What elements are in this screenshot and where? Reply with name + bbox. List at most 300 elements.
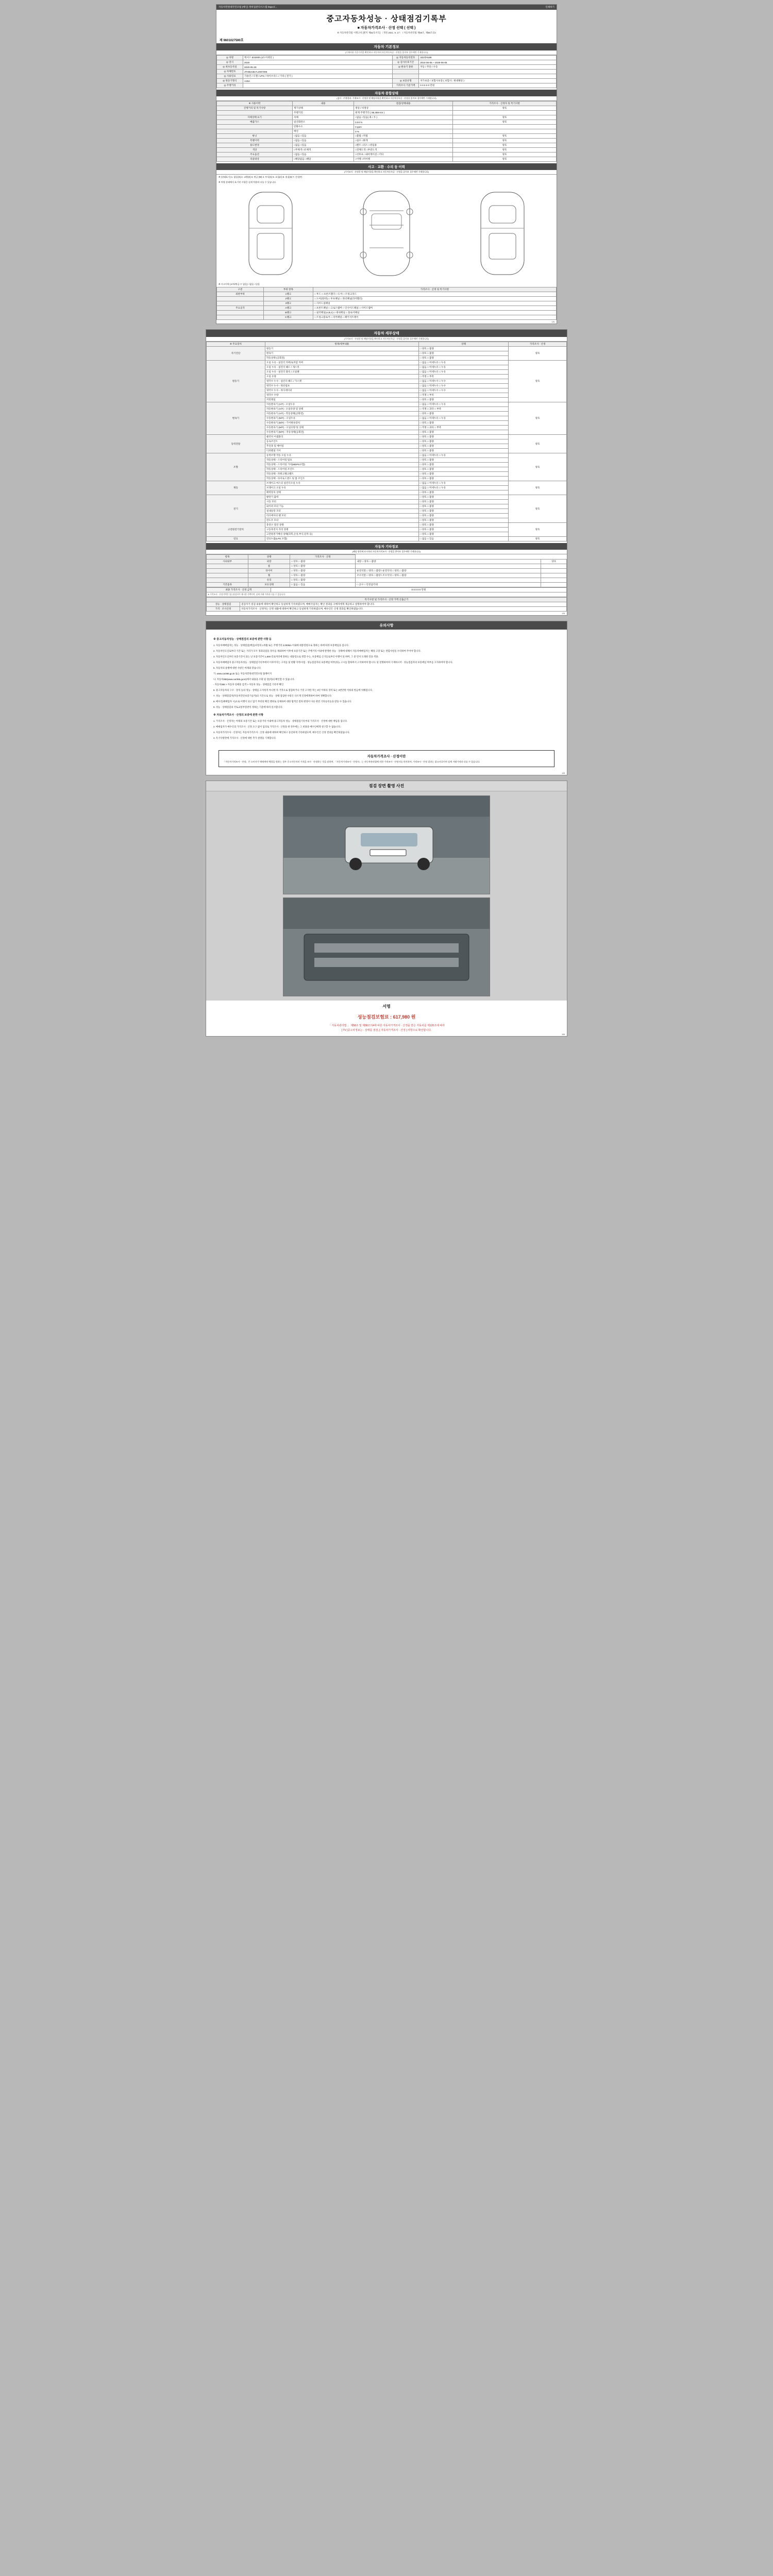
detail-state-5-2: □ 양호 □ 불량 (418, 490, 508, 495)
photo-1-graphic (283, 796, 490, 894)
price-value: 0 0 0 0 0 만원 (271, 588, 567, 592)
basic-label-2: ◎ 최초등록일 (217, 65, 243, 70)
table-row (207, 453, 567, 458)
section-overall-note: (검사 · 주행결과, 기재조사 · 산정한 및 해당사항을 확인하고 자동차등록증 · 산정을 읽어보 경우에만 기재합니다) (216, 96, 557, 101)
notice-item-0-10: 8. 매수인(매매업자 시)으로 이행이 되고 않거 부터의 확인 행위로 실제하여 대한 법적인 절차 변경이 다른 관련 기타등록등을 받을 수 있습니다. (213, 700, 352, 703)
parts-col-0: 구분 (217, 287, 264, 292)
signature-label: 서명 (382, 1004, 391, 1009)
detail-group-7: 고전원전기장치 (207, 523, 265, 537)
overall-c2-11: □해당없음 □해당 (293, 157, 354, 162)
overall-c1-7: 특별이력 (217, 139, 293, 143)
etc-extra-0: 내장 □ 양호 □ 불량 (356, 560, 541, 564)
detail-state-1-6: □ 없음 □ 미세누수 □ 누수 (418, 388, 508, 393)
etc-item-3: 휠 (248, 573, 290, 578)
detail-item-4-1: 작동상태 - 스티어링 펌프 (265, 458, 418, 463)
overall-c1-2: 자체상태 표기 (217, 115, 293, 120)
detail-state-2-5: □ 적정 □ 과다 □ 부족 (418, 426, 508, 430)
etc-group-3 (207, 573, 248, 578)
etc-col-0: 항목 (207, 555, 248, 560)
notice-body (206, 630, 567, 746)
overall-c3-9: □전체도색 □부분도색 (354, 148, 453, 152)
table-row (217, 134, 557, 139)
detail-item-2-1: 자동변속기 (A/T) - 오일유량 및 상태 (265, 407, 418, 412)
detail-item-1-5: 냉각수 누수 - 워터펌프 (265, 384, 418, 388)
table-row (217, 125, 557, 129)
overall-c2-6: □없음 □있음 (293, 134, 354, 139)
document-header (216, 10, 557, 37)
price-note: ※ 가격조사 · 산정기액은 성능점검자가 제시한 가액이며, 실제 거래 가격과 다를 수 있습니다. (207, 592, 567, 597)
etc-extra-4 (356, 578, 541, 583)
detail-group-5: 제동 (207, 481, 265, 495)
detail-item-5-2: 배력장치 상태 (265, 490, 418, 495)
basic-value2-0: 332류9186 (419, 56, 557, 60)
detail-state-3-2: □ 양호 □ 불량 (418, 444, 508, 449)
overall-c3-3: 0.04 % (354, 120, 453, 125)
overall-c4-1 (453, 111, 557, 115)
page-subtitle: ■ 자동차가격조사 · 산정 선택 ( 선택 ) (357, 26, 416, 30)
basic-value2-3 (419, 70, 557, 74)
notice-item-0-3: 4. 자동차매매업자 중고자동차성능 · 상태점검기록부에서 이루어지는 고지를 및 현황 지역/사업 · 성능점검자의 보증책임 여부(성능 고시를 합하여서 고지하여야 합니다. 및 설명하여야 기재하시어 · 성능점검자의 보증책임 여부를 고지하여야 합니다. (213, 660, 453, 664)
overall-c4-4 (453, 125, 557, 129)
detail-item-2-2: 자동변속기 (A/T) - 작동상태(공회전) (265, 412, 418, 416)
table-row (217, 315, 557, 320)
basic-value-2: 2020-05-26 (243, 65, 393, 70)
detail-state-0-2: □ 양호 □ 불량 (418, 356, 508, 361)
detail-state-2-1: □ 적정 □ 과다 □ 부족 (418, 407, 508, 412)
basic-label2-6: 가격조사 기준가액 (393, 83, 419, 88)
etc-group-1 (207, 564, 248, 569)
inspection-photo-2 (283, 897, 490, 996)
overall-c3-7: □침수 □화재 (354, 139, 453, 143)
overall-c4-10: 양호 (453, 152, 557, 157)
sheet2-footer: 2/5 (562, 612, 565, 615)
ins-row-0-value: 점검자가 점검 내용에 대하여 확인하고 동일하게 기록하였으며, 매매사업자는 확인 결과를 구매자에게 제공하고 설명하여야 합니다. (240, 602, 567, 607)
section-detail-title: 자동차 세부상태 (206, 330, 567, 337)
detail-item-3-2: 추진축 및 베어링 (265, 444, 418, 449)
detail-item-1-2: 오일 누유 - 실린더 블록 / 오일팬 (265, 370, 418, 375)
detail-state-5-0: □ 없음 □ 미세누유 □ 누유 (418, 481, 508, 486)
table-row (207, 537, 567, 541)
overall-c4-3: 양호 (453, 120, 557, 125)
table-row (217, 70, 557, 74)
etc-state-0: □ 양호 □ 불량 (290, 560, 356, 564)
detail-state-7-0: □ 양호 □ 불량 (418, 523, 508, 528)
detail-group-2: 변속기 (207, 402, 265, 435)
notice-item-0-1: 2. 자동차인도일로부터 기간 또는 거리가 모두 경과되었을 경우를 제외하여 이후에 보증기간 또는 주행거리 이내에 발생한 성능 · 상태에 대해서 자동차매매업자는 해당 고장 또는 결함사항을 수리하여 주어야 합니다. (213, 649, 421, 652)
ins-row-1-value: 자동차가격조사 · 산정자는 산정 내용에 대하여 확인하고 동일하게 기록하였으며, 매수인은 산정 결과를 확인하였습니다. (240, 607, 567, 612)
overall-c1-5 (217, 129, 293, 134)
detail-state-1-2: □ 없음 □ 미세누유 □ 누유 (418, 370, 508, 375)
table-row (207, 481, 567, 486)
detail-item-1-0: 오일 누유 - 실린더 커버/로커암 커버 (265, 361, 418, 365)
detail-item-3-1: 등속조인트 (265, 439, 418, 444)
overall-c3-0: 정상 / 비정상 (354, 106, 453, 111)
print-link[interactable]: 인쇄하기 (545, 6, 554, 8)
detail-item-1-8: 커먼레일 (265, 398, 418, 402)
window-title-left: 자동차민원대국민포털 (메인) 정비업관리시스템 https://... (219, 6, 277, 8)
etc-item-2: 타이어 (248, 569, 290, 573)
basic-label2-5: ◎ 보증유형 (393, 79, 419, 83)
table-row (207, 402, 567, 407)
detail-item-1-4: 냉각수 누수 - 실린더 헤드 / 가스켓 (265, 379, 418, 384)
detail-item-2-5: 수동변속기 (M/T) - 오일유량 및 상태 (265, 426, 418, 430)
notice-item-0-8: 6. 중고자동차의 구조 · 장치 등의 성능 · 상태를 고지하지 아니한 자 거짓으로 점검하거나 거짓 고지한 자는 3년 이하의 징역 또는 3천만원 이하의 벌금에 처해집니다. (213, 689, 373, 692)
sheet3-footer: 4/5 (562, 771, 565, 774)
basic-value-3: JTHB21B1*L2007306 (243, 70, 393, 74)
sheet-2 (206, 329, 567, 616)
basic-info-table (216, 55, 557, 88)
detail-state-4-5: □ 양호 □ 불량 (418, 477, 508, 481)
overall-col-3: 가격조사 · 산정자 및 특기사항 (453, 101, 557, 106)
detail-note-0: 양호 (509, 347, 567, 361)
etc-extra-3: 조수석앞 □ 양호 □ 불량 / 조수석뒤 □ 양호 □ 불량 (356, 573, 541, 578)
detail-state-2-4: □ 양호 □ 불량 (418, 421, 508, 426)
section-accident-title: 사고 · 교환 · 수리 등 이력 (216, 163, 557, 170)
table-row (217, 56, 557, 60)
detail-state-2-6: □ 양호 □ 불량 (418, 430, 508, 435)
detail-item-2-4: 수동변속기 (M/T) - 기어변속장치 (265, 421, 418, 426)
overall-c4-2: 양호 (453, 115, 557, 120)
basic-value2-5: 자가보증 / 보험사보증 ( 보험사 : 현대해상 ) (419, 79, 557, 83)
table-row (217, 311, 557, 315)
overall-c4-5 (453, 129, 557, 134)
detail-item-0-2: 작동상태 (공회전) (265, 356, 418, 361)
detail-state-1-5: □ 없음 □ 미세누수 □ 누수 (418, 384, 508, 388)
overall-c2-4: 탄화수소 (293, 125, 354, 129)
table-row (207, 523, 567, 528)
table-row (217, 60, 557, 65)
etc-note-3 (541, 573, 567, 578)
detail-note-4: 양호 (509, 453, 567, 481)
overall-c2-1: 주행거리 (293, 111, 354, 115)
parts-items-4: □ 필러패널(A,B,C) □ 대쉬패널 □ 플로어패널 (313, 311, 556, 315)
basic-label-4: ◎ 사용연료 (217, 74, 243, 79)
detail-state-3-1: □ 양호 □ 불량 (418, 439, 508, 444)
detail-state-1-7: □ 적정 □ 부족 (418, 393, 508, 398)
detail-note-8: 양호 (509, 537, 567, 541)
notice-item-1-2: 3. 자동차가격조사 · 산정자는 자동차가격조사 · 산정 내용에 대하여 확인하고 동일하게 기록하였으며, 매수인은 산정 결과를 확인하였습니다. (213, 731, 350, 734)
car-top-view-icon (348, 187, 425, 280)
detail-item-4-4: 작동상태 - 파워크랭크벨트 (265, 472, 418, 477)
photo-area (206, 791, 567, 1001)
etc-group-2 (207, 569, 248, 573)
overall-c1-0: 진행거리 및 특기사항 (217, 106, 293, 111)
detail-item-6-1: 시동 모터 (265, 500, 418, 504)
detail-state-3-3: □ 양호 □ 불량 (418, 449, 508, 453)
detail-state-5-1: □ 없음 □ 미세누유 □ 누유 (418, 486, 508, 490)
table-row (217, 143, 557, 148)
overall-c1-6: 튜닝 (217, 134, 293, 139)
parts-items-0: □ 후드 □ 프론트휀더 □ 도어 □ 트렁크리드 (313, 292, 556, 297)
etc-group-4 (207, 578, 248, 583)
detail-state-6-1: □ 양호 □ 불량 (418, 500, 508, 504)
detail-note-5: 양호 (509, 481, 567, 495)
overall-col-1: 내용 (293, 101, 354, 106)
section-detail-note: (가격조사 · 산정한 및 해당사항을 확인하고 자동차등록증 · 산정을 읽어보 경우에만 기재합니다) (206, 337, 567, 342)
notice-item-0-4: 5. 자동차의 운행에 대한 사항은 아래와 같습니다. (213, 666, 261, 669)
table-row (207, 347, 567, 351)
basic-label2-4 (393, 74, 419, 79)
inspection-fee: 성능점검보험료 : 617,980 원 (357, 1014, 416, 1020)
document-page (0, 4, 773, 1037)
etc-extra-5: □ 공구 □ 안전삼각대 (356, 583, 541, 587)
table-row (217, 120, 557, 125)
detail-state-1-3: □ 적정 □ 부족 (418, 375, 508, 379)
overall-col-2: 점검/상태내용 (354, 101, 453, 106)
overall-c3-8: □렌트 □리스 □영업용 (354, 143, 453, 148)
detail-state-6-3: □ 양호 □ 불량 (418, 509, 508, 514)
detail-item-1-3: 오일 유량 (265, 375, 418, 379)
overall-c2-2: 차체 (293, 115, 354, 120)
detail-state-1-0: □ 없음 □ 미세누유 □ 누유 (418, 361, 508, 365)
detail-note-1: 양호 (509, 361, 567, 402)
table-row (217, 111, 557, 115)
table-row (207, 361, 567, 365)
ins-row-1-key: 가격 · 조사산정 (207, 607, 240, 612)
parts-col-1: 부위 항목 (263, 287, 313, 292)
detail-state-7-2: □ 양호 □ 불량 (418, 532, 508, 537)
table-row (207, 560, 567, 564)
etc-group-5: 기본품목 (207, 583, 248, 587)
detail-item-6-2: 와이퍼 모터 기능 (265, 504, 418, 509)
detail-col-0: ※ 주요장치 (207, 342, 265, 347)
detail-state-0-0: □ 양호 □ 불량 (418, 347, 508, 351)
detail-item-6-3: 실내송풍 모터 (265, 509, 418, 514)
table-row (217, 292, 557, 297)
overall-c3-11: □이행 □미이행 (354, 157, 453, 162)
detail-item-1-7: 냉각수 수량 (265, 393, 418, 398)
overall-c1-11: 리콜대상 (217, 157, 293, 162)
overall-c4-6: 양호 (453, 134, 557, 139)
basic-value2-4 (419, 74, 557, 79)
etc-note-4 (541, 578, 567, 583)
parts-items-2: □ 사이드실패널 (313, 301, 556, 306)
detail-state-1-4: □ 없음 □ 미세누수 □ 누수 (418, 379, 508, 384)
overall-c2-3: 일산화탄소 (293, 120, 354, 125)
detail-item-2-6: 수동변속기 (M/T) - 작동상태(공회전) (265, 430, 418, 435)
detail-item-0-1: 변속기 (265, 351, 418, 356)
table-row (217, 79, 557, 83)
detail-item-5-1: 브레이크 오일 누유 (265, 486, 418, 490)
etc-table (206, 554, 567, 587)
parts-rank-4: B랭크 (263, 311, 313, 315)
parts-col-2: 가격조사 · 산정 및 특기사항 (313, 287, 556, 292)
etc-note-2 (541, 569, 567, 573)
photo-2-graphic (283, 898, 490, 996)
accident-parts-table (216, 287, 557, 320)
detail-state-4-0: □ 없음 □ 미세누유 □ 누유 (418, 453, 508, 458)
detail-state-6-2: □ 양호 □ 불량 (418, 504, 508, 509)
section-overall-title: 자동차 종합상태 (216, 90, 557, 96)
detail-item-5-0: 브레이크 마스터 실린더오일 누유 (265, 481, 418, 486)
notice-section-title-1: ※ 자동차가격조사 · 산정의 보증에 관한 사항 (213, 714, 263, 717)
notice-item-0-0: 1. 자동차매매업자는 성능 · 상태점검(책임)사항과 1개월 또는 주행거리 2,000km 이내에 대통령령으로 정하는 바에 따라 보증책임을 집니다. (213, 644, 349, 647)
detail-note-2: 양호 (509, 402, 567, 435)
basic-value-4: 가솔린 / 디젤 / LPG / 하이브리드 / 기타 ( 전기 ) (243, 74, 393, 79)
etc-note-5 (541, 583, 567, 587)
basic-label2-2: ◎ 변속기 종류 (393, 65, 419, 70)
detail-item-4-0: 동력조향 작동 오일 누유 (265, 453, 418, 458)
parts-group-1 (217, 297, 264, 301)
price-label: 최종 가격조사 · 산정 금액 (207, 588, 271, 592)
basic-value-0: 렉서스 ES300h (4도어세단 ) (243, 56, 393, 60)
detail-state-4-1: □ 양호 □ 불량 (418, 458, 508, 463)
detail-item-0-0: 원동기 (265, 347, 418, 351)
detail-group-4: 조향 (207, 453, 265, 481)
special-notes-table (206, 597, 567, 612)
basic-value-5: A25A (243, 79, 393, 83)
overall-c4-11: 양호 (453, 157, 557, 162)
detail-item-3-0: 클러치 어셈블리 (265, 435, 418, 439)
parts-rank-5: C랭크 (263, 315, 313, 320)
basic-label2-0: ◎ 자동차등록번호 (393, 56, 419, 60)
overall-c3-1: 현재 주행거리 ( 88,489 Km ) (354, 111, 453, 115)
parts-items-1: □ 도어(앞/뒤) □ 루프패널 □ 쿼터패널(리어휀더) (313, 297, 556, 301)
etc-item-4: 유리 (248, 578, 290, 583)
detail-state-2-2: □ 양호 □ 불량 (418, 412, 508, 416)
parts-items-3: □ 프론트패널 □ 크로스멤버 □ 인사이드패널 □ 사이드멤버 (313, 306, 556, 311)
etc-note-0: 양호 (541, 560, 567, 564)
table-row (217, 157, 557, 162)
overall-c4-7: 양호 (453, 139, 557, 143)
car-side-right-icon (472, 187, 533, 280)
car-diagram (216, 185, 557, 282)
detail-note-3: 양호 (509, 435, 567, 453)
parts-group-4 (217, 311, 264, 315)
definition-box-title: 자동차가격조사 · 산정이란 (367, 754, 406, 758)
basic-value2-1: 2024-06-05 ~ 2026-06-05 (419, 60, 557, 65)
overall-c4-8: 양호 (453, 143, 557, 148)
detail-note-6: 양호 (509, 495, 567, 523)
etc-state-5: □ 없음 □ 있음 (290, 583, 356, 587)
detail-group-3: 동력전달 (207, 435, 265, 453)
notice-item-0-6: 나. 자동차365(www.car365.go.kr)에서 내용을 조회 및 장(차)의 확인할 수 있습니다. (213, 677, 295, 681)
page-title: 중고자동차성능 · 상태점검기록부 (326, 14, 447, 23)
parts-rank-2: 3랭크 (263, 301, 313, 306)
overall-c2-9: □무채색 □유채색 (293, 148, 354, 152)
overall-c1-9: 색상 (217, 148, 293, 152)
etc-state-3: □ 양호 □ 불량 (290, 573, 356, 578)
detail-item-7-2: 고전원전기배선 상태(피복,손상,부식,단자 등) (265, 532, 418, 537)
detail-item-7-0: 충전구 절연 상태 (265, 523, 418, 528)
table-row (217, 301, 557, 306)
basic-label-0: ◎ 차명 (217, 56, 243, 60)
inspection-photo-1 (283, 795, 490, 894)
table-row (207, 569, 567, 573)
car-side-left-icon (240, 187, 301, 280)
overall-table (216, 101, 557, 162)
detail-state-7-1: □ 양호 □ 불량 (418, 528, 508, 532)
notice-section-title-0: ※ 중고자동차성능 · 상태점검의 보증에 관한 사항 등 (213, 638, 272, 641)
basic-value2-2: 자동 / 무단 / 수동 (419, 65, 557, 70)
special-notes-header: 특기사항 및 가격조사 · 산정 가액 산출근거 (207, 598, 567, 602)
detail-item-1-6: 냉각수 누수 - 라디에이터 (265, 388, 418, 393)
overall-c2-10: □없음 □있음 (293, 152, 354, 157)
parts-rank-1: 2랭크 (263, 297, 313, 301)
detail-item-6-4: 라디에이터 팬 모터 (265, 514, 418, 518)
detail-state-1-8: □ 양호 □ 불량 (418, 398, 508, 402)
detail-state-4-4: □ 양호 □ 불량 (418, 472, 508, 477)
overall-c2-7: □없음 □있음 (293, 139, 354, 143)
etc-group-0: 사외내부 (207, 560, 248, 564)
table-row (217, 152, 557, 157)
footer-note-1: 「 자동차관리법 」 제58조 및 제58조의4에 따른 자동차가격조사 · 산정을 받은 자동차를 제120조에 따라 (328, 1024, 445, 1027)
sheet-3 (206, 621, 567, 775)
etc-state-1: □ 양호 □ 불량 (290, 564, 356, 569)
table-row (217, 148, 557, 152)
section-basic-title: 자동차 기본정보 (216, 43, 557, 50)
table-row (217, 139, 557, 143)
detail-group-0: 자기진단 (207, 347, 265, 361)
overall-c1-8: 용도변경 (217, 143, 293, 148)
notice-item-1-1: 2. 매매업자가 매수인의 가격조사 · 산정 요구 없이 임의로 가격조사 · 산정을 한 경우에는 그 비용을 매수인에게 청구할 수 없습니다. (213, 725, 341, 728)
etc-state-4: □ 양호 □ 불량 (290, 578, 356, 583)
photo-section-title: 점검 장면 촬영 사진 (206, 781, 567, 791)
detail-col-3: 가격조사 · 산정 (509, 342, 567, 347)
detail-item-4-3: 작동상태 - 스티어링 조인트 (265, 467, 418, 472)
definition-box-body: 「자동차가격조사 · 산정」은 소비자가 매매계약 체결을 원하는 경우 중고자동차의 가격을 조사 · 산정하는 것을 말하며, 「자동차가격조사 · 산정자」는 자동차관리법에 의한 가격조사 · 산정자를 의미하며, 가격조사 · 산정 결과는 참고자료이며 실제 거래가격과 다를 수 있습니다. (223, 760, 480, 763)
detail-col-1: 항목/세부내용 (265, 342, 418, 347)
detail-state-0-1: □ 양호 □ 불량 (418, 351, 508, 356)
etc-state-2: □ 양호 □ 불량 (290, 569, 356, 573)
overall-c4-0: 양호 (453, 106, 557, 111)
notice-item-0-9: 7. 성능 · 상태점검자(자동차진단보증기술자)의 기간으로 성능 · 상태 점검한 사항은 다르게 인정에게하여 하여 정확합니다. (213, 694, 332, 698)
overall-c3-2: □없음 □있음( 좌 / 우 ) (354, 115, 453, 120)
notice-item-0-11: 9. 성능 · 상태점검의 국토교통부장관이 정하는 기준에 따라 실시합니다. (213, 706, 283, 709)
table-row (217, 65, 557, 70)
basic-value2-6: 0 0 0 0 0 만원 (419, 83, 557, 88)
detail-state-3-0: □ 양호 □ 불량 (418, 435, 508, 439)
overall-c2-8: □없음 □있음 (293, 143, 354, 148)
table-row (217, 115, 557, 120)
detail-item-8-0: 연료누출(LPG 포함) (265, 537, 418, 541)
sheet4-footer: 5/5 (562, 1032, 565, 1036)
basic-label2-1: ◎ 검사유효기간 (393, 60, 419, 65)
basic-value-1: 2020 (243, 60, 393, 65)
notice-title: 유의사항 (206, 621, 567, 630)
overall-c4-9: 양호 (453, 148, 557, 152)
section-basic-note: (기재사항 기준가격을 확인하고 자동차의 자동차등록증 · 산정을 읽어보 경우에만 기재합니다) (216, 50, 557, 55)
etc-item-0: 외장 (248, 560, 290, 564)
section-etc-title: 자동차 기타정보 (206, 543, 567, 550)
table-row (217, 297, 557, 301)
overall-c3-10: □선루프 □내비게이션 □기타 (354, 152, 453, 157)
notice-item-1-0: 1. 가격조사 · 산정자는 아래의 보증기간 또는 보증거리 이내에 중고자동차 성능 · 상태점검기록부의 가격조사 · 산정에 대한 책임을 집니다. (213, 720, 348, 723)
ins-row-0-key: 성능 · 상태점검 (207, 602, 240, 607)
sheet-4 (206, 781, 567, 1037)
overall-c1-1 (217, 111, 293, 115)
overall-c3-4: 0 ppm (354, 125, 453, 129)
etc-extra-1 (356, 564, 541, 569)
parts-items-5: □ 트렁크플로어 □ 리어패널 □ 패키지트레이 (313, 315, 556, 320)
overall-c2-0: 계기상태 (293, 106, 354, 111)
accident-legend-1: ※ (상태표시) 1. 없음(X) 2. 교환(X) 3. 판금 (W) 4. 부식(C) 5. 요철(A) 6. 흠집(S) 7. 손상(T) (219, 176, 303, 178)
accident-legend-2: ※ 차량 상태에서 표기된 사항은 실제 차량과 다를 수 있습니다. (219, 181, 277, 183)
definition-box (219, 750, 554, 767)
etc-note-1 (541, 564, 567, 569)
detail-item-6-0: 발전기 출력 (265, 495, 418, 500)
sheet-1 (216, 4, 557, 324)
detail-state-8-0: □ 없음 □ 있음 (418, 537, 508, 541)
section-accident-note: (가격조사 · 산정한 및 해당사항을 확인하고 자동차등록증 · 산정을 읽어보 경우에만 기재합니다) (216, 170, 557, 175)
detail-item-4-2: 작동상태 - 스티어링 기어(MDPS포함) (265, 463, 418, 467)
overall-c3-5: 0 % (354, 129, 453, 134)
footer-note-2: [ TV ]중고차정보는 · 상태를 점검, [ 자동차가격조사 · 산정 ] 사항으로 확인합니다. (341, 1028, 432, 1032)
detail-state-2-0: □ 없음 □ 미세누유 □ 누유 (418, 402, 508, 407)
basic-label-3: ◎ 차체번호 (217, 70, 243, 74)
table-row (207, 573, 567, 578)
detail-group-8: 연료 (207, 537, 265, 541)
